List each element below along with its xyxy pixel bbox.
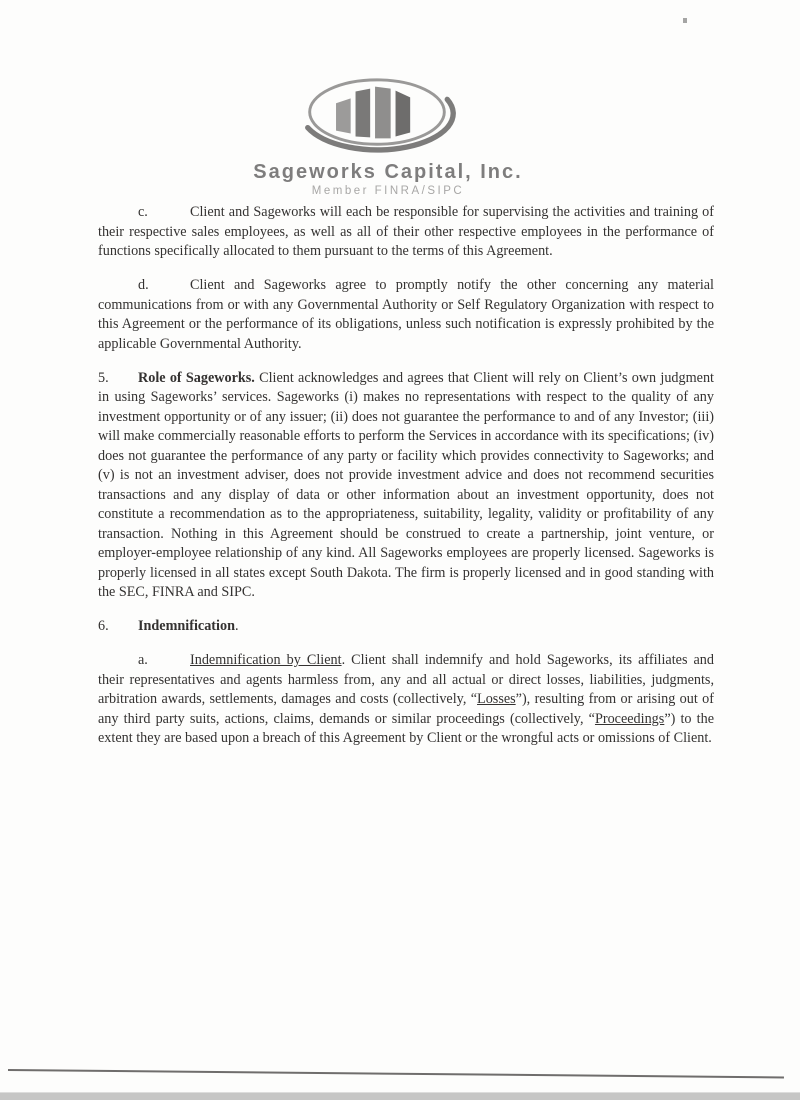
- company-name: Sageworks Capital, Inc.: [253, 161, 523, 183]
- paragraph: [98, 617, 714, 637]
- paragraph-label: 5.: [98, 369, 109, 386]
- member-finra-sipc-line: Member FINRA/SIPC: [311, 185, 465, 197]
- text-segment: Losses: [477, 691, 516, 707]
- text-segment: Indemnification: [138, 618, 235, 634]
- text-segment: Client and Sageworks will each be responsible for supervising the activities and training of their respective sales employees, as well as all of their other respective employees in the performance of functions specifically allocated to them pursuant to the terms of this Agreement.: [98, 204, 714, 259]
- paragraph-label: 6.: [98, 618, 109, 634]
- document-body: [98, 203, 714, 763]
- paragraph: [98, 651, 714, 749]
- text-segment: . Client shall indemnify and hold Sageworks, its affiliates and their representatives and agents harmless from, any and all actual or direct losses, liabilities, judgments, arbitration awards, settlements, damages and costs (collectively, “: [98, 652, 714, 707]
- paragraph: [98, 276, 714, 354]
- text-segment: ”) to the extent they are based upon a breach of this Agreement by Client or the wrongful acts or omissions of Client.: [98, 710, 714, 746]
- text-segment: Proceedings: [594, 710, 665, 727]
- paragraph: [98, 203, 714, 262]
- bar-chart-oval-logo-icon: [298, 74, 456, 154]
- text-segment: Role of Sageworks.: [138, 369, 255, 386]
- paragraph: [98, 369, 714, 603]
- text-segment: Indemnification by Client: [190, 652, 342, 668]
- paragraph-label: d.: [138, 277, 149, 293]
- scan-bottom-strip: [0, 1092, 800, 1100]
- paragraph-label: a.: [138, 652, 148, 668]
- scan-artifact-dot: [683, 18, 687, 23]
- paragraph-label: c.: [138, 204, 148, 220]
- text-segment: Client and Sageworks agree to promptly notify the other concerning any material communications from or with any Governmental Authority or Self Regulatory Organization with respect to this Agreement or the performance of its obligations, unless such notification is expressly prohibited by the applicable Governmental Authority.: [98, 277, 714, 352]
- text-segment: .: [234, 618, 239, 634]
- text-segment: ”), resulting from or arising out of any third party suits, actions, claims, demands or similar proceedings (collectively, “: [98, 691, 714, 727]
- sageworks-logo: [298, 74, 456, 159]
- letterhead: [0, 74, 800, 197]
- text-segment: Client acknowledges and agrees that Client will rely on Client’s own judgment in using Sageworks’ services. Sageworks (i) makes no representations with respect to the quality of any investment opportunity or of any issuer; (ii) does not guarantee the performance to and of any Investor; (iii) will make commercially reasonable efforts to perform the Services in accordance with its specifications; (iv) does not guarantee the performance of any party or facility which provides connectivity to Sageworks; and (v) is not an investment adviser, does not provide investment advice and does not recommend securities transactions and any display of data or other information about an investment opportunity, does not constitute a recommendation as to the appropriateness, suitability, legality, validity or profitability of any transaction. Nothing in this Agreement should be construed to create a partnership, joint venture, or employer-employee relationship of any kind. All Sageworks employees are properly licensed. Sageworks is properly licensed in all states except South Dakota. The firm is properly licensed and in good standing with the SEC, FINRA and SIPC.: [98, 369, 714, 600]
- scan-page-edge-line: [8, 1069, 784, 1078]
